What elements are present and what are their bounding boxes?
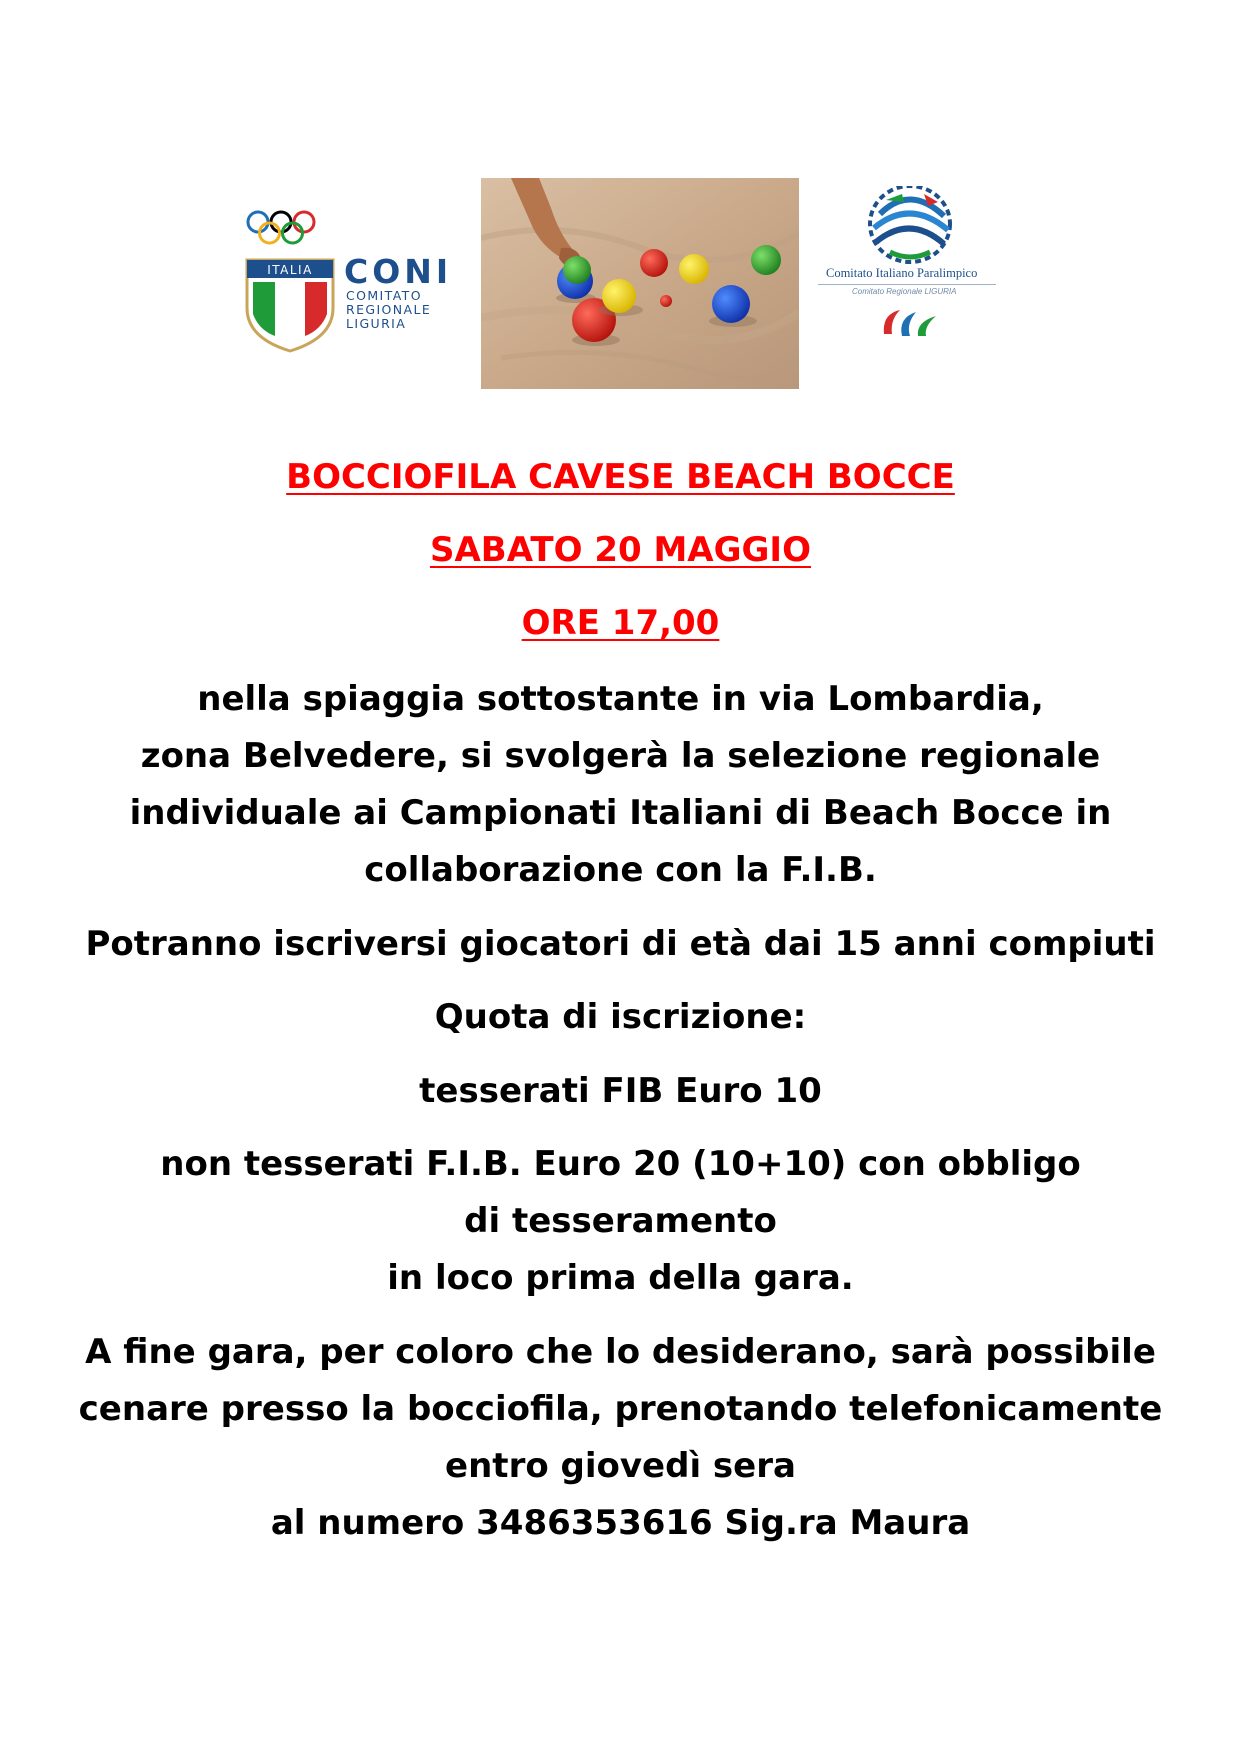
fee-heading: Quota di iscrizione: — [434, 997, 807, 1037]
olympic-rings-icon — [240, 208, 340, 248]
dinner-line-4: al numero 3486353616 Sig.ra Maura — [270, 1503, 971, 1543]
fee-nonmembers-line-1: non tesserati F.I.B. Euro 20 (10+10) con obbligo — [160, 1144, 1081, 1184]
paralympic-emblem-icon — [818, 186, 1003, 266]
italia-text: ITALIA — [267, 263, 313, 277]
coni-logo — [240, 208, 470, 353]
intro-line-1: nella spiaggia sottostante in via Lombardia, — [197, 679, 1044, 719]
agitos-icon — [874, 304, 944, 344]
coni-wordmark: CONI — [344, 252, 453, 291]
italia-shield-icon — [245, 258, 335, 353]
dinner-line-1: A fine gara, per coloro che lo desiderano, sarà possibile — [85, 1332, 1156, 1372]
intro-line-3: individuale ai Campionati Italiani di Beach Bocce in — [129, 793, 1112, 833]
event-date: SABATO 20 MAGGIO — [430, 530, 811, 570]
fee-nonmembers-line-3: in loco prima della gara. — [387, 1258, 854, 1298]
paralympic-subtitle: Comitato Regionale LIGURIA — [852, 287, 957, 296]
event-title: BOCCIOFILA CAVESE BEACH BOCCE — [286, 457, 955, 497]
coni-subtitle-line-1: COMITATO — [346, 288, 422, 303]
eligibility-text: Potranno iscriversi giocatori di età dai 15 anni compiuti — [85, 924, 1156, 964]
coni-subtitle-line-3: LIGURIA — [346, 316, 407, 331]
intro-line-2: zona Belvedere, si svolgerà la selezione regionale — [140, 736, 1101, 776]
bocce-photo — [481, 178, 799, 389]
dinner-line-3: entro giovedì sera — [445, 1446, 796, 1486]
paralympic-name: Comitato Italiano Paralimpico — [826, 266, 978, 280]
fee-nonmembers-line-2: di tesseramento — [464, 1201, 777, 1241]
dinner-line-2: cenare presso la bocciofila, prenotando telefonicamente — [78, 1389, 1163, 1429]
coni-subtitle-line-2: REGIONALE — [346, 302, 432, 317]
paralympic-logo — [818, 186, 1003, 356]
fee-members: tesserati FIB Euro 10 — [419, 1071, 822, 1111]
event-time: ORE 17,00 — [521, 603, 720, 643]
paralympic-divider — [818, 284, 996, 285]
intro-line-4: collaborazione con la F.I.B. — [364, 850, 877, 890]
